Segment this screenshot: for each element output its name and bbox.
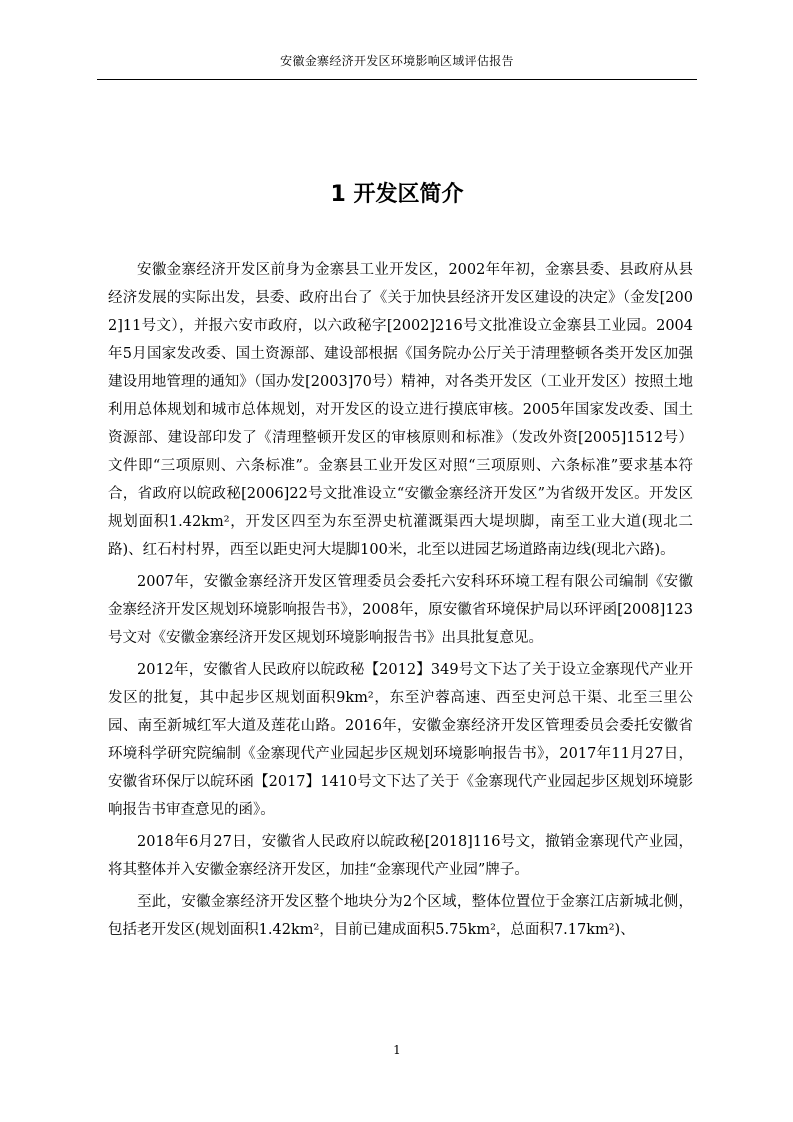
paragraph-2018-merge: 2018年6月27日，安徽省人民政府以皖政秘[2018]116号文，撤销金寨现代产业园，将其整体并入安徽金寨经济开发区，加挂“金寨现代产业园”牌子。 (108, 834, 693, 878)
page-number: 1 (393, 1043, 401, 1057)
paragraph-2012-approval: 2012年，安徽省人民政府以皖政秘【2012】349号文下达了关于设立金寨现代产业开发区的批复，其中起步区规划面积9km²，东至沪蓉高速、西至史河总干渠、北至三里公园、南至新城红军大道及莲花山路。2016年，安徽金寨经济开发区管理委员会委托安徽省环境科学研究院编制《金寨现代产业园起步区规划环境影响报告书》，2017年11月27日，安徽省环保厅以皖环函【2017】1410号文下达了关于《金寨现代产业园起步区规划环境影响报告书审查意见的函》。 (108, 662, 693, 818)
paragraph-history: 安徽金寨经济开发区前身为金寨县工业开发区，2002年年初，金寨县委、县政府从县经济发展的实际出发，县委、政府出台了《关于加快县经济开发区建设的决定》（金发[2002]11号文），并报六安市政府，以六政秘字[2002]216号文批准设立金寨县工业园。2004年5月国家发改委、国土资源部、建设部根据《国务院办公厅关于清理整顿各类开发区加强建设用地管理的通知》（国办发[2003]70号）精神，对各类开发区（工业开发区）按照土地利用总体规划和城市总体规划，对开发区的设立进行摸底审核。2005年国家发改委、国土资源部、建设部印发了《清理整顿开发区的审核原则和标准》（发改外资[2005]1512号）文件即“三项原则、六条标准”。金寨县工业开发区对照“三项原则、六条标准”要求基本符合，省政府以皖政秘[2006]22号文批准设立“安徽金寨经济开发区”为省级开发区。开发区规划面积1.42km²，开发区四至为东至淠史杭灌溉渠西大堤坝脚，南至工业大道(现北二路)、红石村村界，西至以距史河大堤脚100米，北至以进园艺场道路南边线(现北六路)。 (108, 262, 693, 558)
paragraph-2007-plan: 2007年，安徽金寨经济开发区管理委员会委托六安科环环境工程有限公司编制《安徽金寨经济开发区规划环境影响报告书》，2008年，原安徽省环境保护局以环评函[2008]123号文对《安徽金寨经济开发区规划环境影响报告书》出具批复意见。 (108, 574, 693, 646)
chapter-title: 1 开发区简介 (330, 182, 464, 207)
running-header: 安徽金寨经济开发区环境影响区域评估报告 (280, 54, 514, 68)
header-divider (97, 79, 697, 80)
body-text (108, 256, 693, 944)
paragraph-current-layout: 至此，安徽金寨经济开发区整个地块分为2个区域，整体位置位于金寨江店新城北侧，包括老开发区(规划面积1.42km²，目前已建成面积5.75km²，总面积7.17km²)、 (108, 894, 693, 938)
